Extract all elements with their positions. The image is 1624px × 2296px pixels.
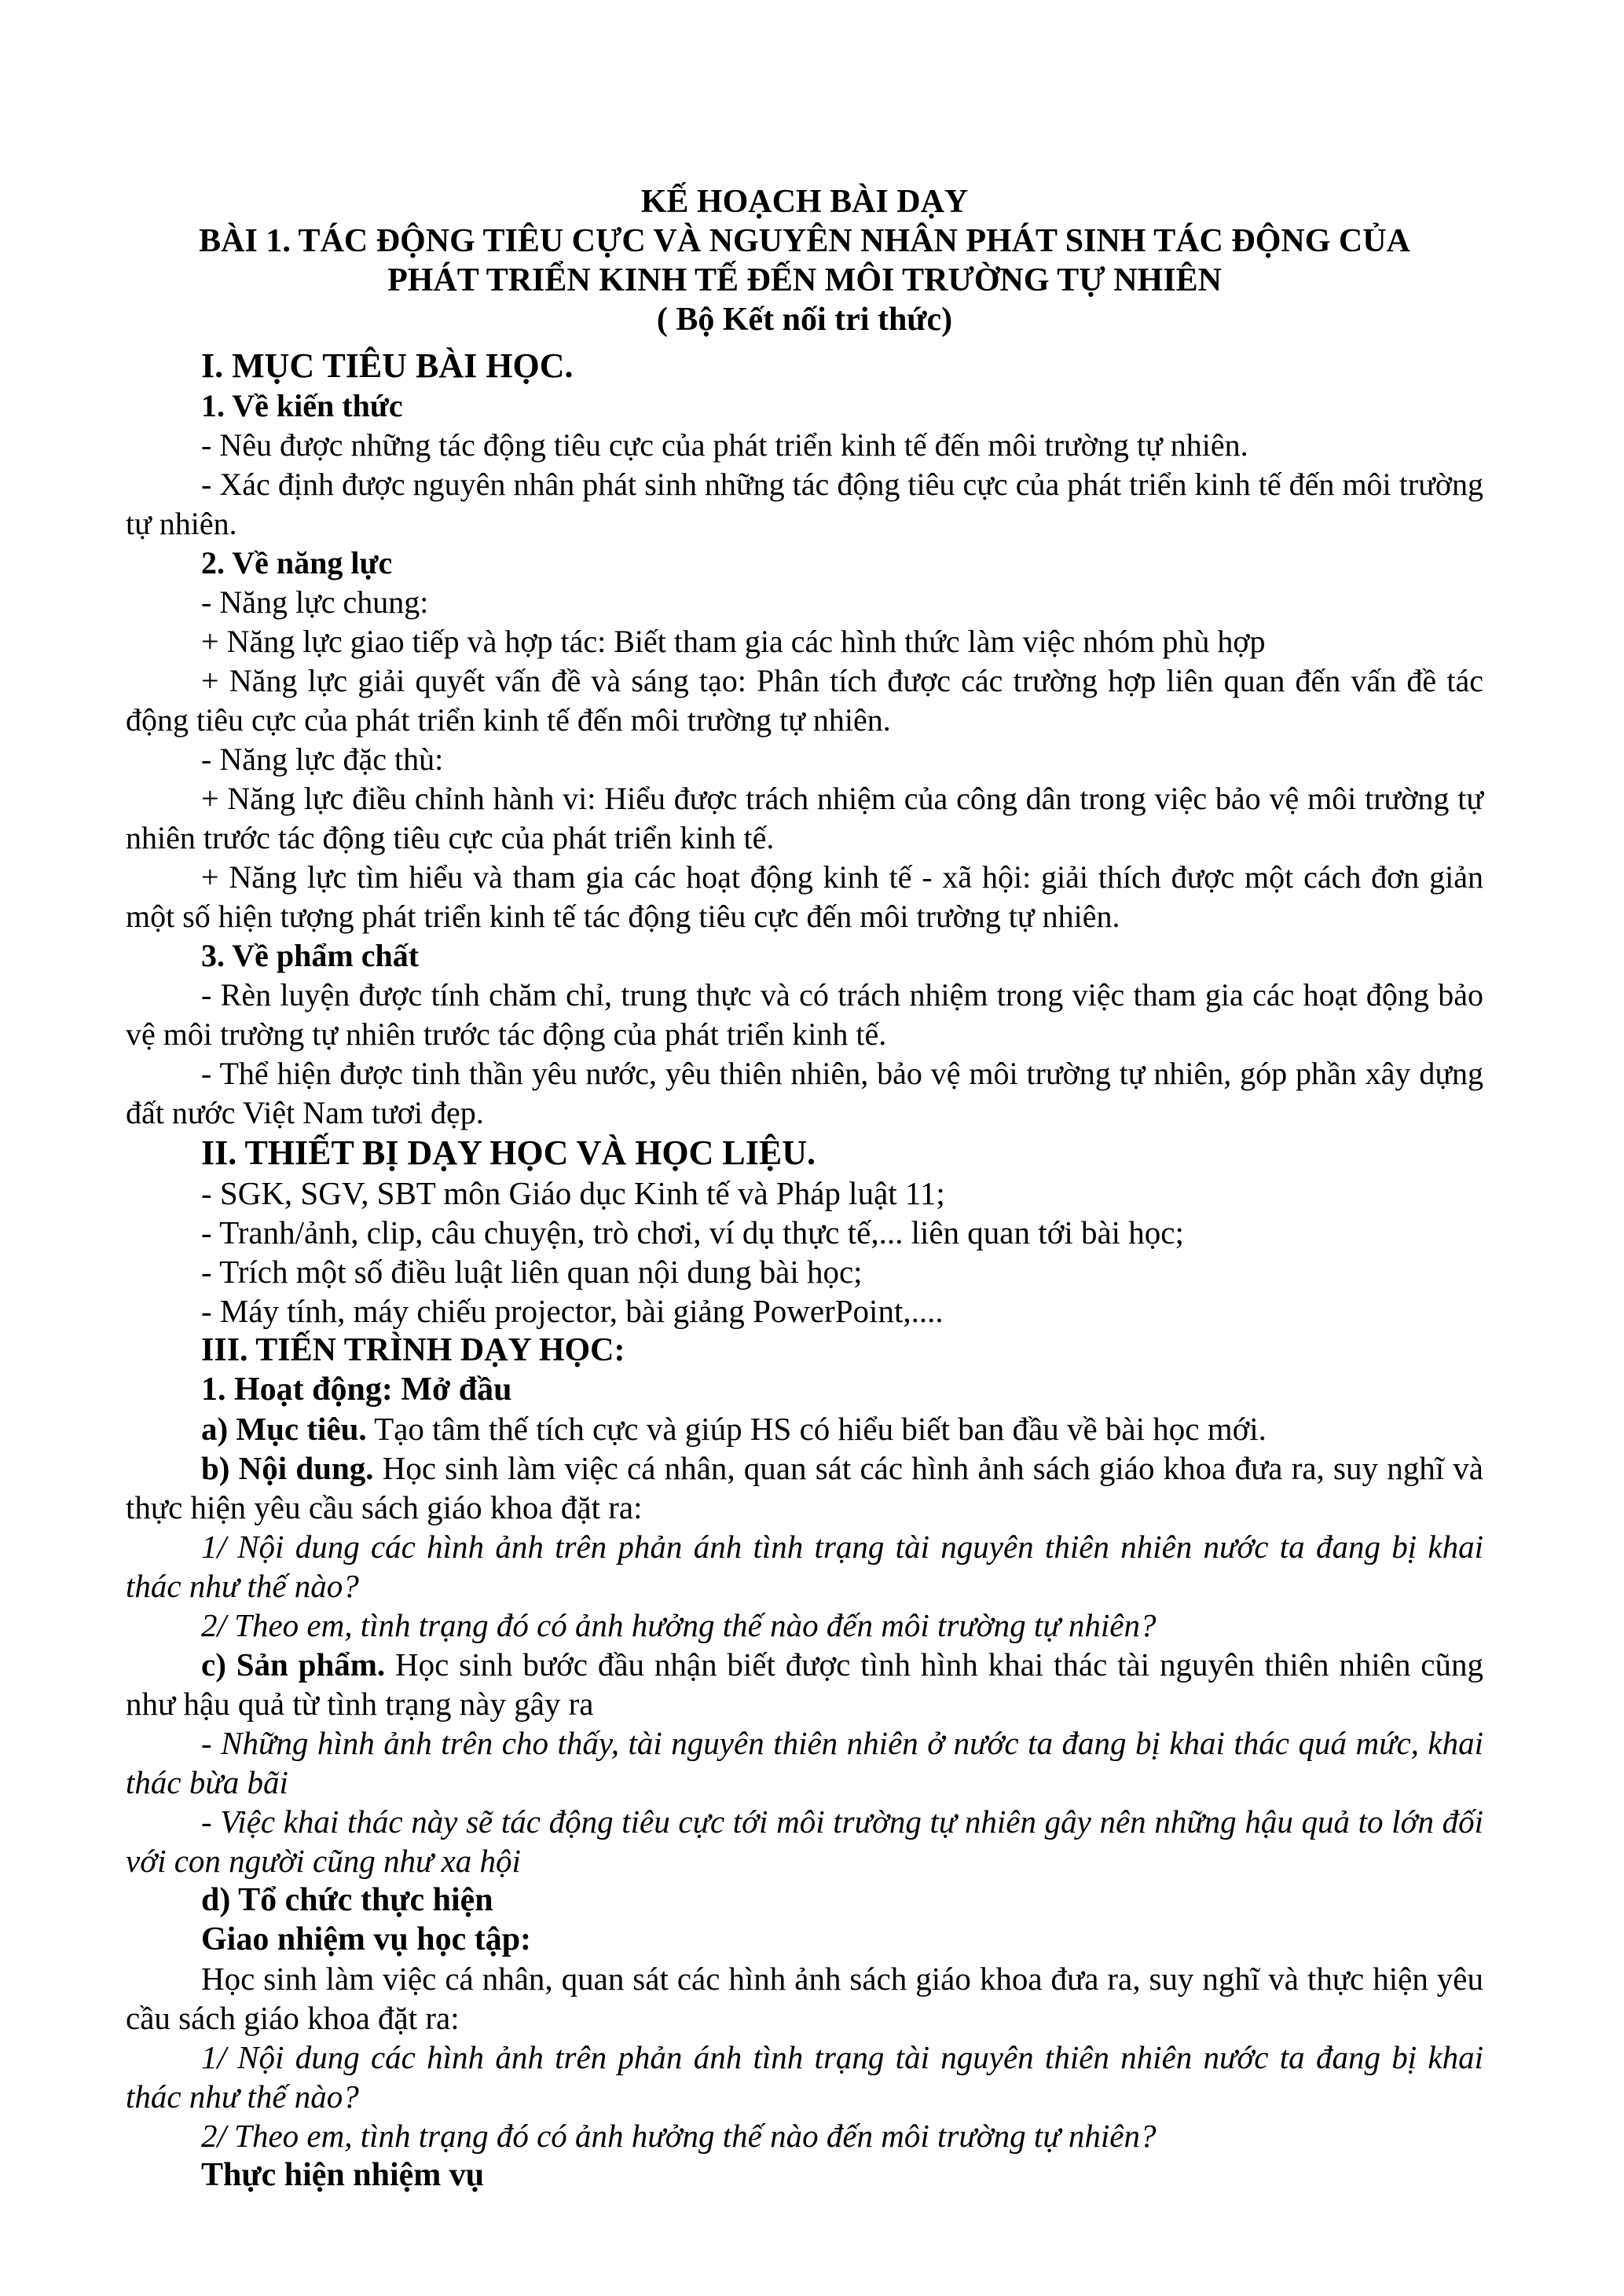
quality-item: - Rèn luyện được tính chăm chỉ, trung thực và có trách nhiệm trong việc tham gia các hoạt động bảo vệ môi trường tự nhiên trước tác động của phát triển kinh tế. (126, 977, 1483, 1052)
specific-competence-label: - Năng lực đặc thù: (201, 742, 444, 777)
quality-item: - Thể hiện được tinh thần yêu nước, yêu thiên nhiên, bảo vệ môi trường tự nhiên, góp phần xây dựng đất nước Việt Nam tươi đẹp. (126, 1056, 1483, 1130)
product-text: Học sinh bước đầu nhận biết được tình hình khai thác tài nguyên thiên nhiên cũng như hậu quả từ tình trạng này gây ra (126, 1646, 1483, 1722)
content-question: 2/ Theo em, tình trạng đó có ảnh hưởng thế nào đến môi trường tự nhiên? (201, 1607, 1157, 1643)
perform-heading: Thực hiện nhiệm vụ (201, 2157, 485, 2193)
equipment-item: - Trích một số điều luật liên quan nội dung bài học; (201, 1254, 863, 1290)
product-paragraph (126, 1645, 1483, 1723)
general-competence-label: - Năng lực chung: (201, 584, 429, 620)
equipment-item: - Tranh/ảnh, clip, câu chuyện, trò chơi, ví dụ thực tế,... liên quan tới bài học; (201, 1214, 1184, 1251)
task-text: Học sinh làm việc cá nhân, quan sát các hình ảnh sách giáo khoa đưa ra, suy nghĩ và thực hiện yêu cầu sách giáo khoa đặt ra: (126, 1961, 1483, 2036)
product-item: - Những hình ảnh trên cho thấy, tài nguyên thiên nhiên ở nước ta đang bị khai thác quá mức, khai thác bừa bãi (126, 1725, 1483, 1800)
knowledge-heading: 1. Về kiến thức (201, 388, 403, 423)
section-equipment-heading: II. THIẾT BỊ DẠY HỌC VÀ HỌC LIỆU. (201, 1133, 816, 1172)
quality-heading: 3. Về phẩm chất (201, 938, 420, 973)
knowledge-item: - Nêu được những tác động tiêu cực của phát triển kinh tế đến môi trường tự nhiên. (201, 427, 1248, 463)
task-question: 2/ Theo em, tình trạng đó có ảnh hưởng thế nào đến môi trường tự nhiên? (201, 2118, 1157, 2154)
document-title (126, 182, 1483, 339)
organize-heading: d) Tổ chức thực hiện (201, 1882, 493, 1918)
general-competence-item: + Năng lực giao tiếp và hợp tác: Biết tham gia các hình thức làm việc nhóm phù hợp (201, 624, 1266, 659)
goal-label: a) Mục tiêu. (201, 1411, 367, 1447)
content-label: b) Nội dung. (201, 1450, 374, 1486)
goal-paragraph (126, 1409, 1483, 1448)
document-body (126, 346, 1483, 2195)
equipment-item: - SGK, SGV, SBT môn Giáo dục Kinh tế và Pháp luật 11; (201, 1175, 945, 1211)
title-book-series: ( Bộ Kết nối tri thức) (656, 302, 953, 338)
knowledge-item: - Xác định được nguyên nhân phát sinh những tác động tiêu cực của phát triển kinh tế đến môi trường tự nhiên. (126, 467, 1483, 541)
content-text: Học sinh làm việc cá nhân, quan sát các hình ảnh sách giáo khoa đưa ra, suy nghĩ và thực hiện yêu cầu sách giáo khoa đặt ra: (126, 1450, 1483, 1525)
task-question: 1/ Nội dung các hình ảnh trên phản ánh tình trạng tài nguyên thiên nhiên nước ta đang bị khai thác như thế nào? (126, 2039, 1483, 2115)
content-paragraph (126, 1448, 1483, 1527)
equipment-item: - Máy tính, máy chiếu projector, bài giảng PowerPoint,.... (201, 1293, 944, 1329)
section-objectives-heading: I. MỤC TIÊU BÀI HỌC. (201, 346, 574, 385)
goal-text: Tạo tâm thế tích cực và giúp HS có hiểu biết ban đầu về bài học mới. (366, 1411, 1267, 1447)
title-lesson-name-line2: PHÁT TRIỂN KINH TẾ ĐẾN MÔI TRƯỜNG TỰ NHIÊN (387, 262, 1222, 298)
title-lesson-name-line1: BÀI 1. TÁC ĐỘNG TIÊU CỰC VÀ NGUYÊN NHÂN PHÁT SINH TÁC ĐỘNG CỦA (199, 223, 1410, 259)
competence-heading: 2. Về năng lực (201, 545, 393, 580)
title-lesson-plan: KẾ HOẠCH BÀI DẠY (640, 184, 969, 220)
section-procedure-heading: III. TIẾN TRÌNH DẠY HỌC: (201, 1332, 625, 1368)
task-heading: Giao nhiệm vụ học tập: (201, 1921, 532, 1957)
product-item: - Việc khai thác này sẽ tác động tiêu cực tới môi trường tự nhiên gây nên những hậu quả to lớn đối với con người cũng như xa hội (126, 1803, 1483, 1879)
activity-opening-heading: 1. Hoạt động: Mở đầu (201, 1371, 512, 1408)
specific-competence-item: + Năng lực tìm hiểu và tham gia các hoạt động kinh tế - xã hội: giải thích được một cách đơn giản một số hiện tượng phát triển kinh tế tác động tiêu cực đến môi trường tự nhiên. (126, 859, 1483, 934)
product-label: c) Sản phẩm. (201, 1646, 386, 1683)
specific-competence-item: + Năng lực điều chỉnh hành vi: Hiểu được trách nhiệm của công dân trong việc bảo vệ môi trường tự nhiên trước tác động tiêu cực của phát triển kinh tế. (126, 781, 1483, 855)
content-question: 1/ Nội dung các hình ảnh trên phản ánh tình trạng tài nguyên thiên nhiên nước ta đang bị khai thác như thế nào? (126, 1529, 1483, 1604)
general-competence-item: + Năng lực giải quyết vấn đề và sáng tạo: Phân tích được các trường hợp liên quan đến vấn đề tác động tiêu cực của phát triển kinh tế đến môi trường tự nhiên. (126, 663, 1483, 738)
